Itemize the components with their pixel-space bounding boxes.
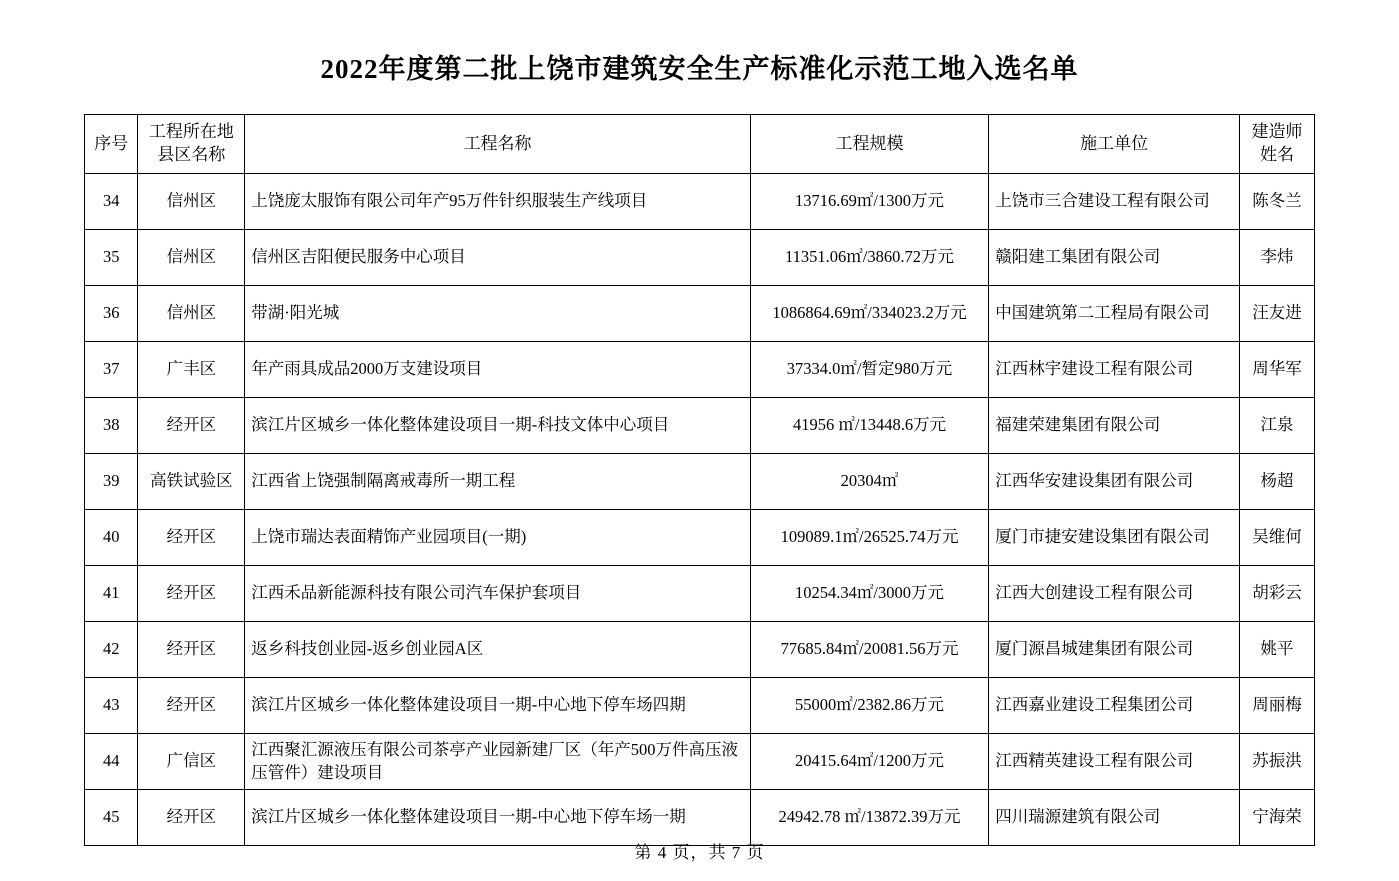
cell-construction-unit: 江西嘉业建设工程集团公司 (989, 678, 1240, 734)
cell-project-scale: 20415.64㎡/1200万元 (750, 734, 988, 790)
cell-index: 44 (85, 734, 138, 790)
cell-project-scale: 109089.1㎡/26525.74万元 (750, 510, 988, 566)
cell-project-scale: 13716.69㎡/1300万元 (750, 174, 988, 230)
cell-project-scale: 20304㎡ (750, 454, 988, 510)
cell-area: 经开区 (138, 790, 245, 846)
cell-index: 42 (85, 622, 138, 678)
cell-manager: 周华军 (1239, 342, 1314, 398)
cell-construction-unit: 赣阳建工集团有限公司 (989, 230, 1240, 286)
table-row (85, 622, 1315, 678)
cell-project-name: 上饶市瑞达表面精饰产业园项目(一期) (245, 510, 751, 566)
cell-project-scale: 11351.06㎡/3860.72万元 (750, 230, 988, 286)
table-row (85, 566, 1315, 622)
cell-project-name: 年产雨具成品2000万支建设项目 (245, 342, 751, 398)
cell-construction-unit: 江西林宇建设工程有限公司 (989, 342, 1240, 398)
cell-project-name: 返乡科技创业园-返乡创业园A区 (245, 622, 751, 678)
page-footer: 第 4 页，共 7 页 (634, 843, 765, 862)
cell-construction-unit: 厦门市捷安建设集团有限公司 (989, 510, 1240, 566)
cell-index: 34 (85, 174, 138, 230)
cell-project-name: 江西禾品新能源科技有限公司汽车保护套项目 (245, 566, 751, 622)
cell-manager: 陈冬兰 (1239, 174, 1314, 230)
cell-project-scale: 55000㎡/2382.86万元 (750, 678, 988, 734)
cell-construction-unit: 中国建筑第二工程局有限公司 (989, 286, 1240, 342)
cell-area: 经开区 (138, 678, 245, 734)
cell-index: 36 (85, 286, 138, 342)
cell-area: 高铁试验区 (138, 454, 245, 510)
cell-project-name: 滨江片区城乡一体化整体建设项目一期-科技文体中心项目 (245, 398, 751, 454)
cell-area: 广信区 (138, 734, 245, 790)
cell-area: 信州区 (138, 230, 245, 286)
table-header-row (85, 115, 1315, 174)
cell-area: 经开区 (138, 622, 245, 678)
cell-construction-unit: 江西华安建设集团有限公司 (989, 454, 1240, 510)
table-row (85, 286, 1315, 342)
table-row (85, 678, 1315, 734)
cell-project-name: 信州区吉阳便民服务中心项目 (245, 230, 751, 286)
cell-manager: 汪友进 (1239, 286, 1314, 342)
cell-manager: 苏振洪 (1239, 734, 1314, 790)
column-header-area-line1: 工程所在地 (148, 122, 234, 142)
cell-project-name: 江西聚汇源液压有限公司茶亭产业园新建厂区（年产500万件高压液压管件）建设项目 (245, 734, 751, 790)
table-header (85, 115, 1315, 174)
cell-project-scale: 10254.34㎡/3000万元 (750, 566, 988, 622)
column-header-area-line2: 县区名称 (157, 145, 226, 164)
table-row (85, 398, 1315, 454)
column-header-manager (1239, 115, 1314, 174)
cell-manager: 李炜 (1239, 230, 1314, 286)
table-row (85, 174, 1315, 230)
column-header-index: 序号 (85, 115, 138, 174)
cell-index: 38 (85, 398, 138, 454)
project-list-table (84, 114, 1315, 846)
cell-index: 41 (85, 566, 138, 622)
column-header-manager-line1: 建造师 (1251, 122, 1303, 142)
cell-index: 45 (85, 790, 138, 846)
cell-manager: 吴维何 (1239, 510, 1314, 566)
column-header-project-name: 工程名称 (245, 115, 751, 174)
table-row (85, 454, 1315, 510)
table-row (85, 510, 1315, 566)
cell-construction-unit: 厦门源昌城建集团有限公司 (989, 622, 1240, 678)
column-header-project-scale: 工程规模 (750, 115, 988, 174)
cell-project-name: 滨江片区城乡一体化整体建设项目一期-中心地下停车场四期 (245, 678, 751, 734)
table-row (85, 230, 1315, 286)
column-header-construction-unit: 施工单位 (989, 115, 1240, 174)
cell-project-scale: 41956 ㎡/13448.6万元 (750, 398, 988, 454)
cell-project-name: 滨江片区城乡一体化整体建设项目一期-中心地下停车场一期 (245, 790, 751, 846)
cell-manager: 江泉 (1239, 398, 1314, 454)
cell-area: 信州区 (138, 174, 245, 230)
table-row (85, 734, 1315, 790)
cell-manager: 胡彩云 (1239, 566, 1314, 622)
column-header-manager-line2: 姓名 (1259, 145, 1294, 164)
cell-area: 经开区 (138, 398, 245, 454)
cell-manager: 宁海荣 (1239, 790, 1314, 846)
page-title: 2022年度第二批上饶市建筑安全生产标准化示范工地入选名单 (320, 54, 1079, 84)
cell-project-scale: 1086864.69㎡/334023.2万元 (750, 286, 988, 342)
cell-project-scale: 77685.84㎡/20081.56万元 (750, 622, 988, 678)
cell-project-name: 上饶庞太服饰有限公司年产95万件针织服装生产线项目 (245, 174, 751, 230)
table-container (0, 114, 1399, 846)
cell-area: 经开区 (138, 566, 245, 622)
cell-index: 39 (85, 454, 138, 510)
cell-project-scale: 24942.78 ㎡/13872.39万元 (750, 790, 988, 846)
cell-project-scale: 37334.0㎡/暂定980万元 (750, 342, 988, 398)
cell-area: 广丰区 (138, 342, 245, 398)
cell-project-name: 带湖·阳光城 (245, 286, 751, 342)
cell-project-name: 江西省上饶强制隔离戒毒所一期工程 (245, 454, 751, 510)
cell-area: 经开区 (138, 510, 245, 566)
cell-index: 43 (85, 678, 138, 734)
table-body (85, 174, 1315, 846)
cell-construction-unit: 江西大创建设工程有限公司 (989, 566, 1240, 622)
cell-index: 40 (85, 510, 138, 566)
cell-construction-unit: 上饶市三合建设工程有限公司 (989, 174, 1240, 230)
cell-area: 信州区 (138, 286, 245, 342)
table-row (85, 342, 1315, 398)
cell-manager: 姚平 (1239, 622, 1314, 678)
cell-construction-unit: 江西精英建设工程有限公司 (989, 734, 1240, 790)
cell-index: 35 (85, 230, 138, 286)
cell-construction-unit: 福建荣建集团有限公司 (989, 398, 1240, 454)
cell-construction-unit: 四川瑞源建筑有限公司 (989, 790, 1240, 846)
cell-manager: 周丽梅 (1239, 678, 1314, 734)
cell-index: 37 (85, 342, 138, 398)
column-header-area (138, 115, 245, 174)
cell-manager: 杨超 (1239, 454, 1314, 510)
